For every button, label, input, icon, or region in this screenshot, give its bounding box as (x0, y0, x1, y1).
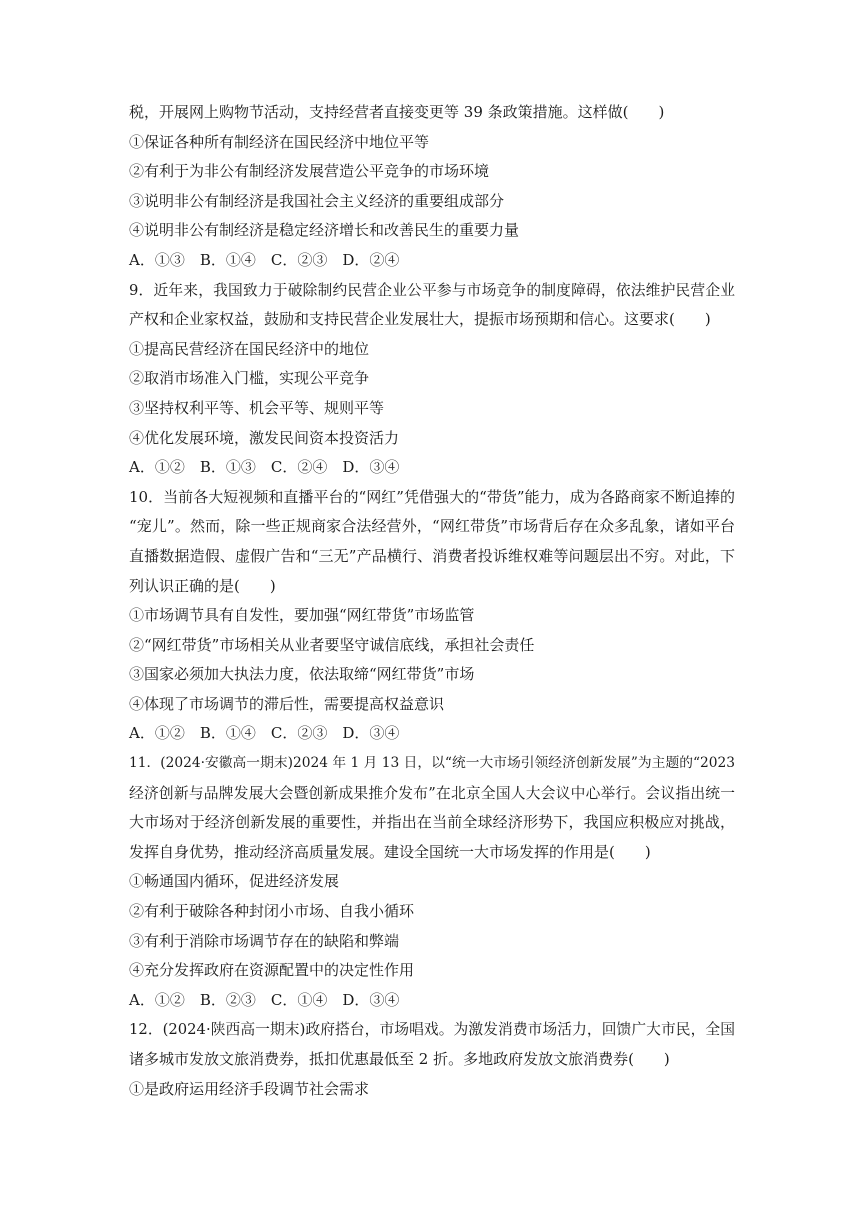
option-statement: ④充分发挥政府在资源配置中的决定性作用 (129, 961, 415, 980)
option-statement: ③有利于消除市场调节存在的缺陷和弊端 (129, 931, 400, 950)
option-statement: ②取消市场准入门槛，实现公平竞争 (129, 369, 370, 388)
question-11-text: 经济创新与品牌发展大会暨创新成果推介发布”在北京全国人大会议中心举行。会议指出统一 (129, 784, 735, 802)
question-9-text: 9．近年来，我国致力于破除制约民营企业公平参与市场竞争的制度障碍，依法维护民营企业 (129, 281, 735, 299)
question-11-text: 11．(2024·安徽高一期末)2024 年 1 月 13 日，以“统一大市场引领经济创新发展”为主题的“2023 (129, 755, 735, 772)
option-statement: ①保证各种所有制经济在国民经济中地位平等 (129, 132, 430, 151)
option-statement: ③国家必须加大执法力度，依法取缔“网红带货”市场 (129, 665, 475, 684)
question-11-text: 发挥自身优势，推动经济高质量发展。建设全国统一大市场发挥的作用是( ) (129, 842, 651, 861)
option-statement: ③坚持权利平等、机会平等、规则平等 (129, 398, 385, 417)
text-line: 税，开展网上购物节活动，支持经营者直接变更等 39 条政策措施。这样做( ) (129, 103, 665, 121)
answer-choices: A．①② B．②③ C．①④ D．③④ (129, 990, 400, 1009)
option-statement: ①畅通国内循环，促进经济发展 (129, 872, 340, 891)
question-10-text: 10．当前各大短视频和直播平台的“网红”凭借强大的“带货”能力，成为各路商家不断追捧的 (129, 487, 735, 506)
question-11-text: 大市场对于经济创新发展的重要性，并指出在当前全球经济形势下，我国应积极应对挑战， (129, 813, 735, 832)
option-statement: ②“网红带货”市场相关从业者要坚守诚信底线，承担社会责任 (129, 635, 535, 654)
question-12-text: 12．(2024·陕西高一期末)政府搭台，市场唱戏。为激发消费市场活力，回馈广大市民，全国 (129, 1021, 735, 1039)
option-statement: ④优化发展环境，激发民间资本投资活力 (129, 428, 400, 447)
option-statement: ①提高民营经济在国民经济中的地位 (129, 339, 370, 358)
option-statement: ③说明非公有制经济是我国社会主义经济的重要组成部分 (129, 191, 505, 210)
option-statement: ①市场调节具有自发性，要加强“网红带货”市场监管 (129, 606, 475, 625)
question-10-text: 直播数据造假、虚假广告和“三无”产品横行、消费者投诉维权难等问题层出不穷。对此，下 (129, 546, 735, 565)
option-statement: ②有利于为非公有制经济发展营造公平竞争的市场环境 (129, 162, 490, 181)
question-10-text: 列认识正确的是( ) (129, 576, 276, 595)
answer-choices: A．①③ B．①④ C．②③ D．②④ (129, 250, 400, 269)
option-statement: ④说明非公有制经济是稳定经济增长和改善民生的重要力量 (129, 221, 520, 240)
option-statement: ②有利于破除各种封闭小市场、自我小循环 (129, 902, 415, 921)
question-10-text: “宠儿”。然而，除一些正规商家合法经营外，“网红带货”市场背后存在众多乱象，诸如平台 (129, 517, 735, 536)
question-9-text: 产权和企业家权益，鼓励和支持民营企业发展壮大，提振市场预期和信心。这要求( ) (129, 310, 711, 329)
document-page (129, 98, 735, 1104)
answer-choices: A．①② B．①④ C．②③ D．③④ (129, 724, 400, 743)
option-statement: ④体现了市场调节的滞后性，需要提高权益意识 (129, 694, 445, 713)
option-statement: ①是政府运用经济手段调节社会需求 (129, 1079, 370, 1098)
answer-choices: A．①② B．①③ C．②④ D．③④ (129, 458, 400, 477)
question-12-text: 诸多城市发放文旅消费券，抵扣优惠最低至 2 折。多地政府发放文旅消费券( ) (129, 1050, 670, 1068)
